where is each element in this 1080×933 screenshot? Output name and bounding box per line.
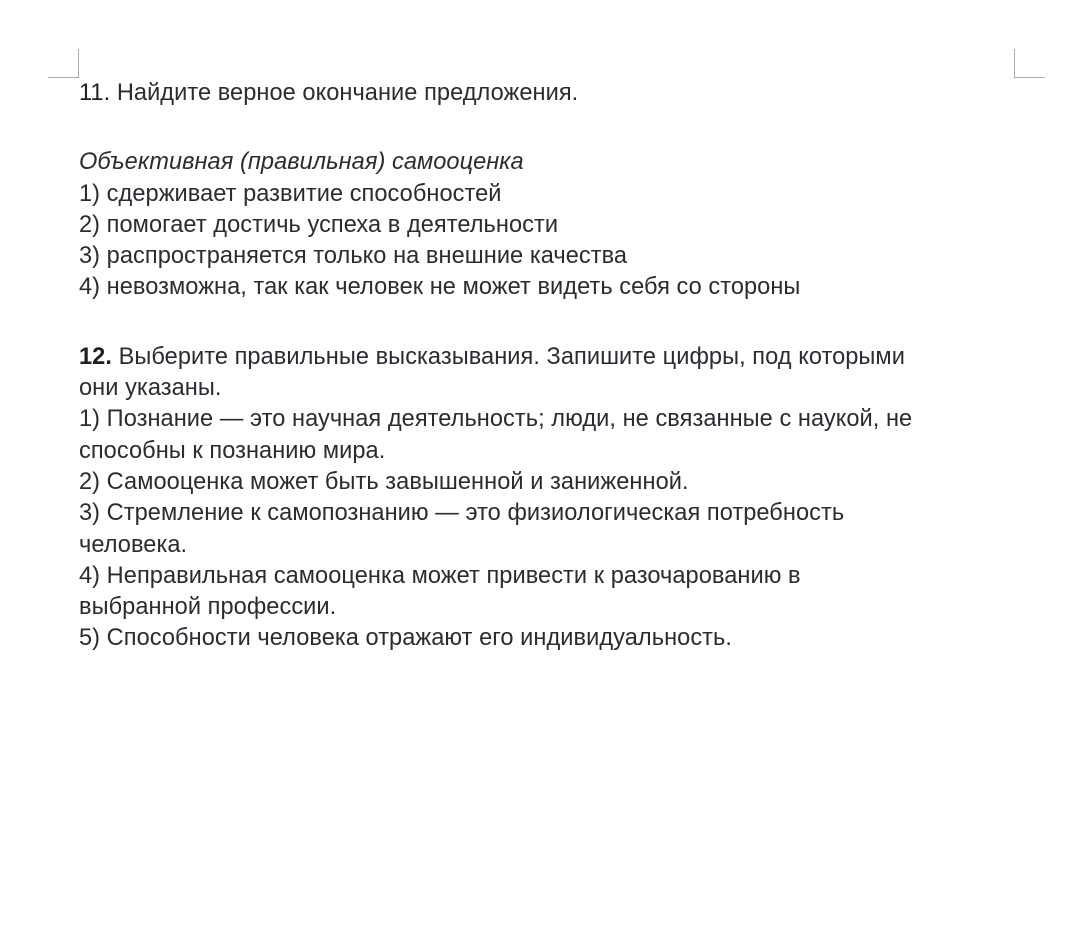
task-12-prompt: Выберите правильные высказывания. Запишите цифры, под которыми: [118, 343, 905, 370]
task-12-statement: 5) Способности человека отражают его индивидуальность.: [79, 625, 732, 652]
task-12-prompt-continued: они указаны.: [79, 375, 222, 402]
task-12-statement: 3) Стремление к самопознанию — это физиологическая потребность: [79, 500, 845, 527]
task-11-option: 4) невозможна, так как человек не может видеть себя со стороны: [79, 274, 801, 301]
spacer: [79, 109, 1014, 147]
task-12-statement-continued: способны к познанию мира.: [79, 437, 386, 464]
task-11-number: 11.: [79, 80, 111, 106]
task-12-heading: [79, 342, 1014, 373]
task-11-option: 2) помогает достичь успеха в деятельности: [79, 211, 559, 238]
task-11-option: 3) распространяется только на внешние качества: [79, 243, 628, 270]
margin-corner-top-right: [1014, 49, 1045, 78]
task-11-prompt: Найдите верное окончание предложения.: [116, 80, 579, 106]
task-12-number: 12.: [79, 343, 112, 370]
document-body: [79, 78, 1014, 655]
task-11-option: 1) сдерживает развитие способностей: [79, 180, 502, 207]
task-11-heading: [79, 78, 1014, 109]
task-12-statement-continued: человека.: [79, 531, 188, 558]
task-12-statement: 1) Познание — это научная деятельность; люди, не связанные с наукой, не: [79, 406, 913, 433]
task-12-statement: 2) Самооценка может быть завышенной и заниженной.: [79, 468, 689, 495]
task-12-statement-continued: выбранной профессии.: [79, 594, 337, 621]
task-12-statement: 4) Неправильная самооценка может привести к разочарованию в: [79, 562, 801, 589]
margin-corner-top-left: [48, 49, 79, 78]
spacer: [79, 304, 1014, 342]
task-11-stem: Объективная (правильная) самооценка: [79, 149, 524, 176]
